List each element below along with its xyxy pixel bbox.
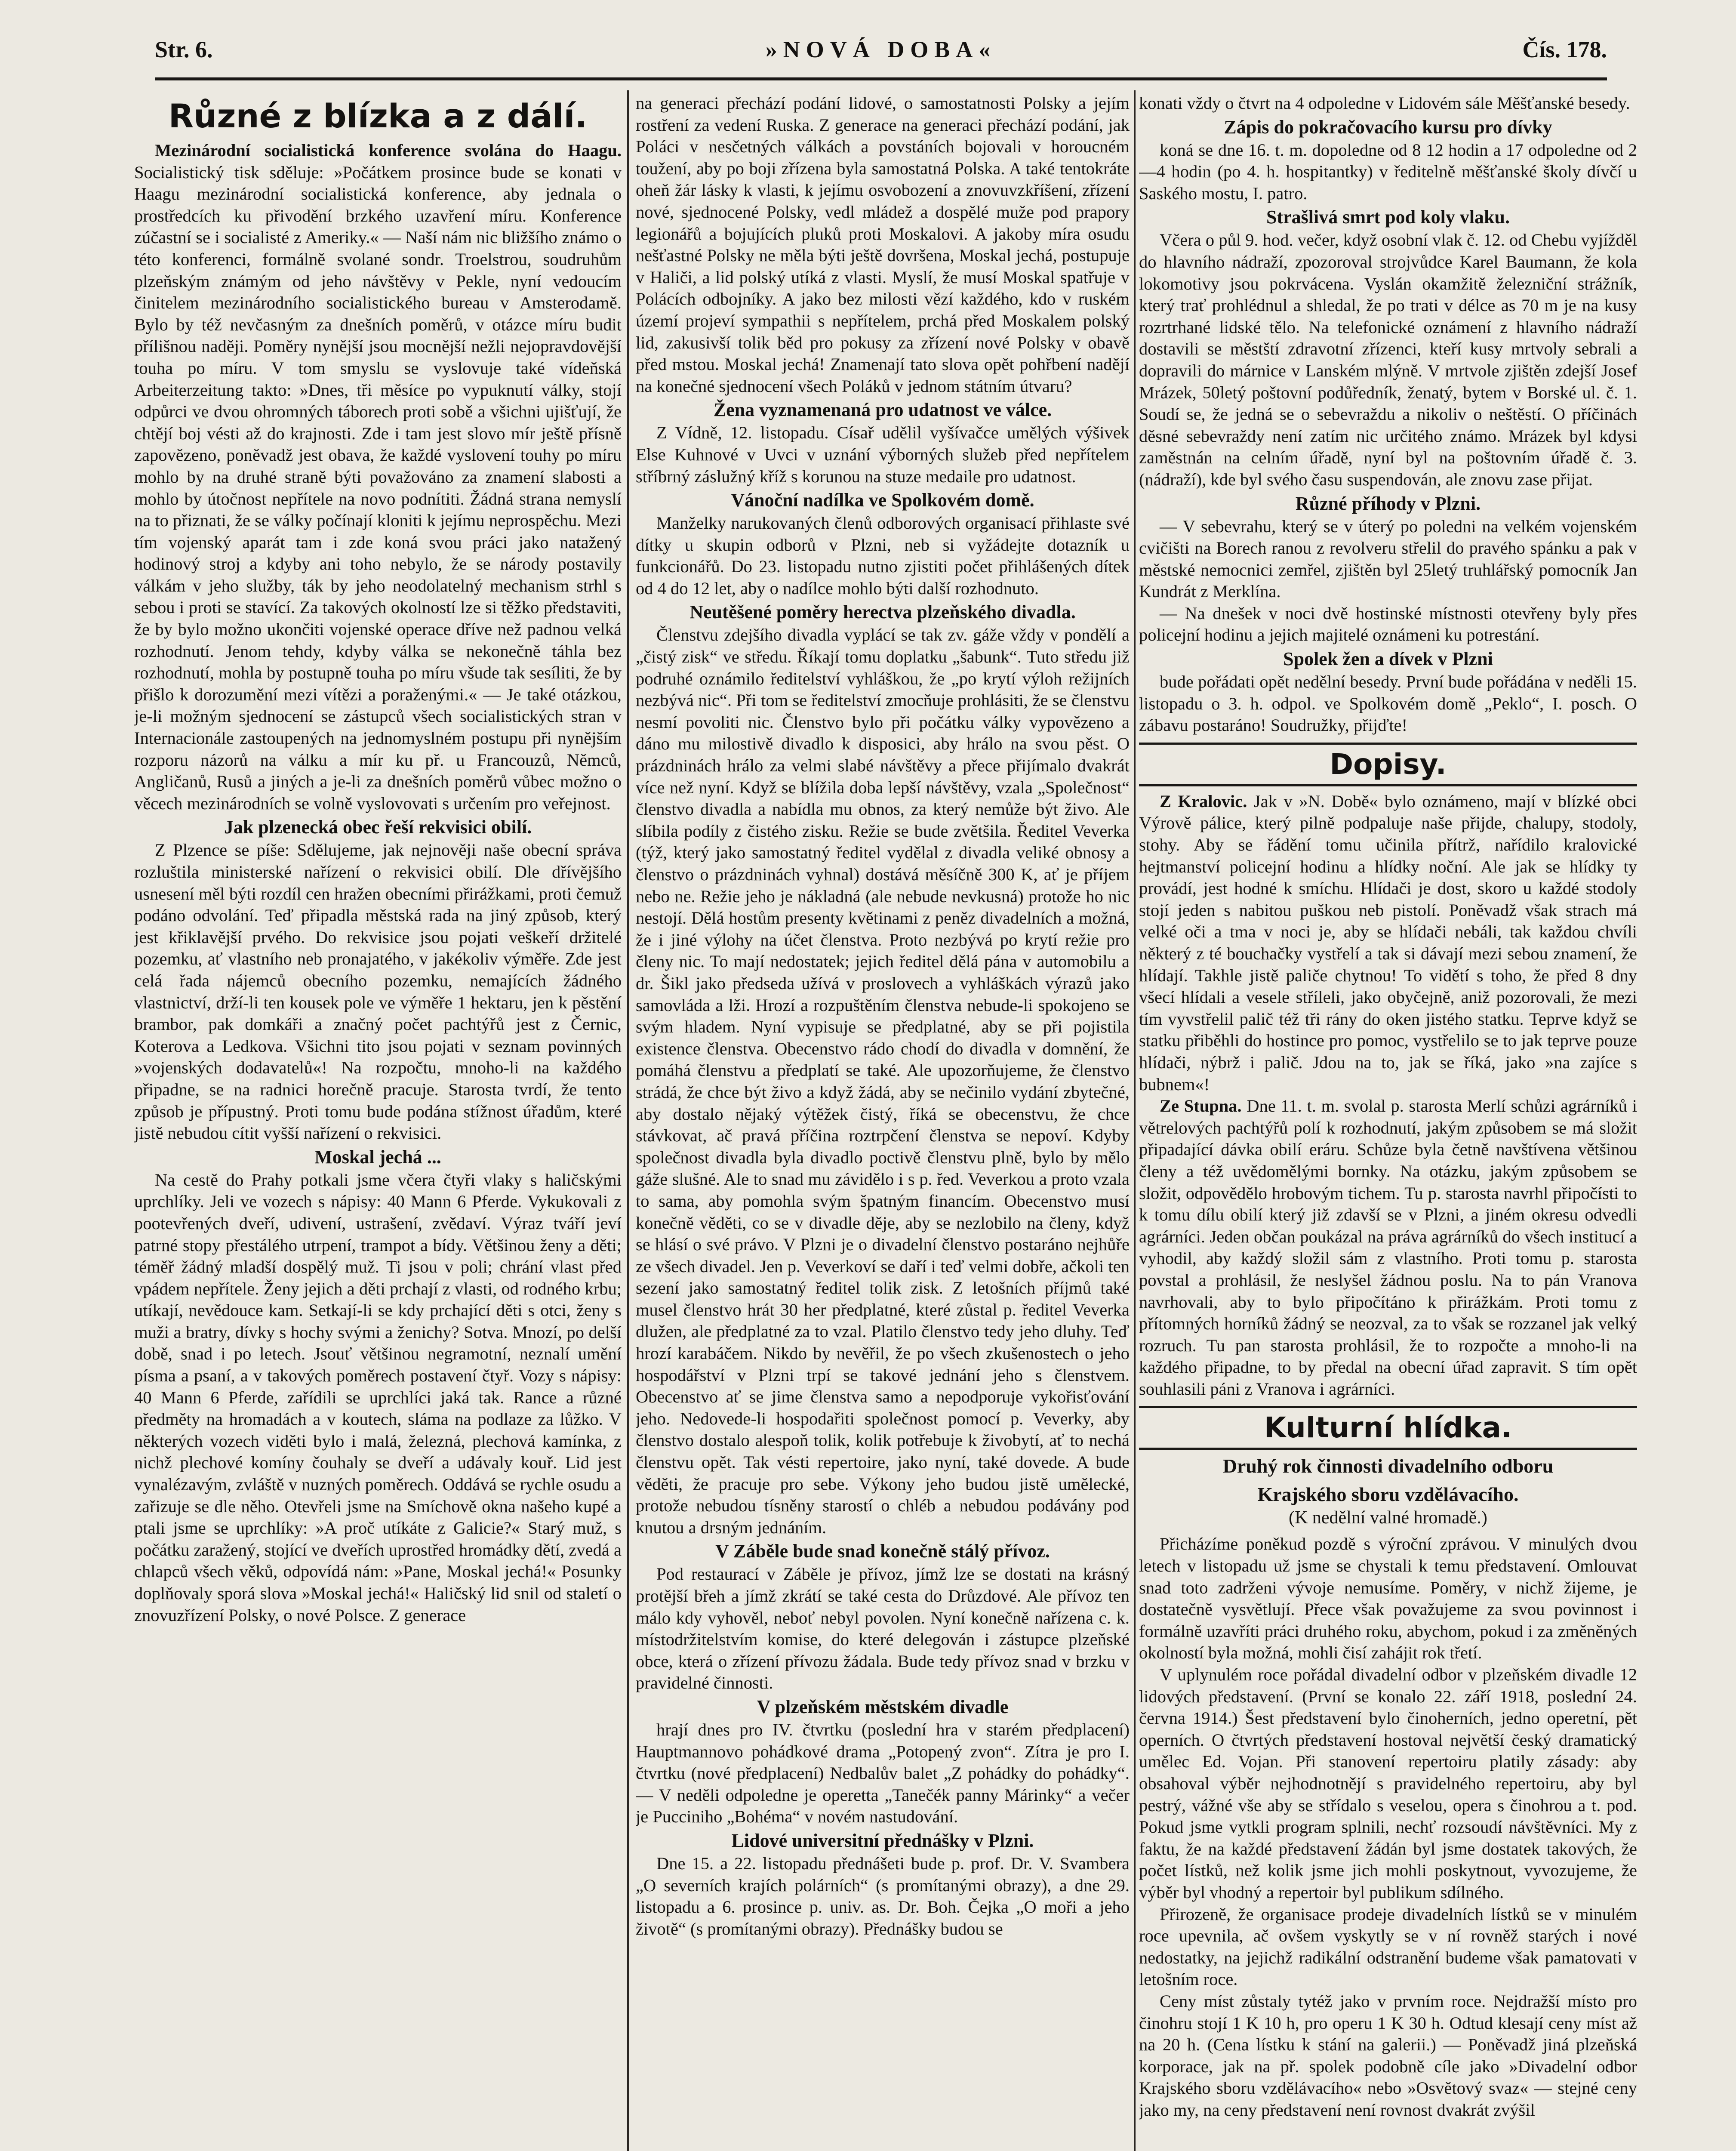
article-text: V uplynulém roce pořádal divadelní odbor v plzeňském divadle 12 lidových představení. (První se konalo 22. září 1918, poslední 24. června 1914.) Šest představení bylo činoherních, jedno operetní, pět operních. O čtvrtých představení hostoval největší český dramatický umělec Ed. Vojan. Při stanovení repertoiru platily zásady: aby obsahoval výběr nejhodnotnějí s pravidelného repertoiru, aby byl pestrý, vážné vše aby se střídalo s veselou, opera s činohrou a t. pod. Pokud jsme vytkli program splnili, nechť rozsoudí návštěvníci. My z faktu, že na každé představení žádán byl jsme dostatek takových, že počet lístků, než kolik jsme jich mohli poskytnout, vyvozujeme, že výběr byl vhodný a repertoir byl publikum sdílného. — [1139, 1665, 1637, 1902]
newspaper-title: »NOVÁ DOBA« — [765, 37, 997, 62]
article-text: Dne 11. t. m. svolal p. starosta Merlí schůzi agrárníků i větrelových pachtýřů polí k rozhodnutí, jakým způsobem se má složit připadající dávka obilí eráru. Schůze byla četně navštívena většinou členy a též uvědomělými bornky. Na otázku, jakým způsobem se složit, odpovědělo hrobovým tichem. Tu p. starosta navrhl připočísti to k tomu dílu obilí který již zdavší se v Plzni, a jiném okresu odvedli agrárníci. Jeden občan poukázal na práva agrárníků do všech institucí a vyhodil, aby každý složil sám z vlastního. Proti tomu p. starosta povstal a prohlásil, že neslyšel žádnou poslu. Na to pán Vranova navrhovali, aby to bylo připočítáno k přirážkám. Proti tomu z přítomných horníků žádný se neozval, za to však se rozzanel jak velký rozruch. Tu pan starosta prohlásil, že to rozpočte a mnoho-li na každého připadne, to by předal na obecní úřad zapravit. S tím opět souhlasili páni z Vranova i agrárníci. — [1139, 1096, 1637, 1399]
article-text: koná se dne 16. t. m. dopoledne od 8 12 hodin a 17 odpoledne od 2—4 hodin (po 4. h. hospitantky) v ředitelně měšťanské školy dívčí u Saského mostu, I. patro. — [1139, 140, 1637, 203]
article-headline: Moskal jechá ... — [314, 1146, 441, 1168]
article-text: Pod restaurací v Záběle je přívoz, jímž lze se dostati na krásný protější břeh a jímž zkrátí se také cesta do Drůzdové. Ale přívoz ten málo kdy vyhověl, neboť nebyl povolen. Nyní konečně nařízena c. k. místodržitelstvím komise, do které delegován i zástupce plzeňské obce, která o zřízení přívozu žádala. Bude tedy přívoz snad v brzku v pravidelné činnosti. — [636, 1564, 1130, 1693]
article-text: Na cestě do Prahy potkali jsme včera čtyři vlaky s haličskými uprchlíky. Jeli ve vozech s nápisy: 40 Mann 6 Pferde. Vykukovali z pootevřených dveří, udivení, ustrašení, zvědaví. Výraz tváří jeví patrné stopy přestálého utrpení, trampot a bídy. Většinou ženy a děti; téměř žádný mladší dospělý muž. Ti jsou v poli; chrání vlast před vpádem nepřítele. Ženy jejich a děti prchají z vlasti, od rodného krbu; utíkají, nevědouce kam. Setkají-li se kdy prchající děti s otci, ženy s muži a bratry, dívky s hochy svými a ženichy? Sotva. Mnozí, po delší době, snad i po letech. Jsouť většinou negramotní, neznalí umění písma a psaní, a v takových poměrech postavení čtyř. Vozy s nápisy: 40 Mann 6 Pferde, zařídili se uprchlíci jaká tak. Rance a různé předměty na hromadách a v koutech, sláma na podlaze za lůžko. V některých vozech viděti bylo i malá, železná, plechová kamínka, z nichž plechové komíny čouhaly se dveří a udávaly kouř. Lid jest vynalézavým, zvláště v nuzných poměrech. Oddává se rychle osudu a zařizuje se dle něho. Otevřeli jsme na Smíchově okna našeho kupé a ptali jsme se uprchlíky: »A proč utíkáte z Galicie?« Starý muž, s počátku zaražený, stojící ve dveřích uprostřed hromádky dětí, zvedá a chlapců všech věků, odpovídá nám: »Pane, Moskal jechá!« Posunky doplňovaly sporá slova »Moskal jechá!« Haličský lid snil od staletí o znovuzřízení Polsky, o nové Polsce. Z generace — [134, 1170, 622, 1625]
article-text: Socialistický tisk sděluje: »Počátkem prosince bude se konati v Haagu mezinárodní socialistická konference, aby jednala o prostředcích ku přivodění brzkého uzavření míru. Konference zúčastní se i socialisté z Ameriky.« — Naší nám nic bližšího známo o této konferenci, formálně svolané sondr. Troelstrou, soudruhům plzeňským známým od jeho návštěvy v Pekle, nyní vedoucím činitelem mezinárodního socialistického bureau v Amsterodamě. Bylo by též nevčasným za dnešních poměrů, v otázce míru budit přílišnou naději. Poměry nynější jsou mocnější nežli nejopravdovější touha po míru. V tom smyslu se vyslovuje také vídeňská Arbeiterzeitung takto: »Dnes, tři měsíce po vypuknutí války, stojí odpůrci ve dvou ohromných táborech proti sobě a všichni ujišťují, že chtějí boj vésti až do krajnosti. Zde i tam jest slovo mír ještě přísně zapovězeno, poněvadž jest obava, že každé vyslovení touhy po míru mohlo by na druhé straně býti považováno za znamení slabosti a mohlo by útočnost nepřítele na novo podnítiti. Žádná strana nemyslí na to přiznati, že se války počínají kloniti k jejímu neprospěchu. Mezi tím vojenský aparát tam i zde koná svou práci jako natažený hodinový stroj a kdyby ani toho nebylo, že se národy postavily válkám v jeho služby, ták by jeho neodolatelný mechanism strhl s sebou i proti se stavící. Za takových okolností lze si těžko představiti, že by bylo možno ukončiti vojenské operace dříve než padnou velká rozhodnutí. Jenom tehdy, kdyby válka se nekonečně táhla bez rozhodnutí, mohla by postupně touha po míru všude tak sesíliti, že by přišlo k dorozumění mezi vítězi a poraženými.« — Je také otázkou, je-li možným sjednocení se zástupců všech socialistických stran v Internacionále zastoupených na jednomyslném postupu při nynějším rozporu názorů na válku a mír ku př. u Francouzů, Němců, Angličanů, Rusů a jiných a je-li za dnešních poměrů vůbec možno o věcech mezinárodních se volně vyslovovati s určením pro veřejnost. — [134, 162, 622, 813]
section-title-dopisy: Dopisy. — [1139, 743, 1637, 786]
issue-number: Čís. 178. — [1522, 37, 1607, 62]
column-rule — [1134, 90, 1136, 2151]
article-text: Včera o půl 9. hod. večer, když osobní vlak č. 12. od Chebu vyjížděl do hlavního nádraží, zpozoroval strojvůdce Karel Baumann, že kola lokomotivy jsou pokrvácena. Vyslán okamžitě železniční strážník, který trať prohlédnul a shledal, že po trati v délce as 70 m je na kusy rozrtrhané lidské tělo. Na telefonické oznámení z hlavního nádraží dostavili se městští zdravotní zřízenci, kteří kusy mrtvoly sebrali a dopravili do márnice v Lanském mlýně. V mrtvole zjištěn zdejší Josef Mrázek, 50letý poštovní podůředník, ženatý, bytem v Borské ul. č. 1. Soudí se, že jedná se o sebevraždu a nikoliv o neštěstí. O příčinách děsné sebevraždy není zatím nic určitého známo. Mrázek byl kdysi zaměstnán na celním úřadě, nyní byl na poštovním úřadě č. 3. (nádraží), kde byl svého času suspendován, ale znovu zase přijat. — [1139, 230, 1637, 489]
section-title: Různé z blízka a z dálí. — [168, 97, 588, 135]
article-text: Z Vídně, 12. listopadu. Císař udělil vyšívačce umělých výšivek Else Kuhnové v Uvci v uznání výborných služeb před nepřítelem stříbrný záslužný kříž s korunou na stuze medaile pro udatnost. — [636, 423, 1130, 486]
article-text: Členstvu zdejšího divadla vyplácí se tak zv. gáže vždy v pondělí a „čistý zisk“ ve středu. Říkají tomu doplatku „šabunk“. Tuto středu již podruhé oznámilo ředitelství vyhláškou, že „po krytí výloh režijních nezbývá nic“. Při tom se ředitelství zmocňuje prohlásiti, že se členstvu nesmí povoliti nic. Členstvo bylo při počátku války vypovězeno a dáno mu milostivě divadlo k disposici, aby hrálo na svou pěst. O prázdninách hrálo za velmi slabé návštěvy a přece přijímalo dvakrát více než nyní. Když se blížila doba lepší návštěvy, vzala „Společnost“ členstvo divadla a nabídla mu obnos, za který nemůže být živo. Ale slíbila podíly z čistého zisku. Režie se bude zvětšila. Ředitel Veverka (týž, který jako samostatný ředitel vydělal z divadla veliké obnosy a členstvo o prázdninách vyhnal) dostává měsíčně 300 K, ať je příjem nebo ne. Režie jeho je nákladná (ale nebude nevkusná) protože ho nic nestojí. Dělá hostům presenty květinami z peněz divadelních a možná, že i jiné výlohy na účet členstva. Proto nezbývá po krytí režie pro členy nic. To mají nedostatek; jejich ředitel dělá pána v automobilu a dr. Šikl jako předseda užívá v proslovech a vyhláškách výrazů jako samovláda a lži. Hrozí a rozpuštěním členstva nebude-li spokojeno se svým hladem. Nyní vypisuje se předplatné, aby se při pojistila existence členstva. Obecenstvo rádo chodí do divadla v domnění, že pomáhá členstvu a předplatí se také. Ale upozorňujeme, že členstvo strádá, že chce být živo a když žádá, aby se nečinilo vydání zbytečné, aby dostalo nějaký výtěžek čistý, říká se obecenstvu, že chce stávkovat, ač pravá příčina roztrpčení členstva se nepoví. Kdyby společnost divadla byla divadlo poctivě členstvu plně, bylo by mělo gáže slušné. Ale to snad mu závidělo i s p. řed. Veverkou a proto vzala to sama, aby pomohla svým špatným financím. Obecenstvo musí konečně věděti, co se v divadle děje, aby se nezlobilo na členy, když se hlásí o své právo. V Plzni je o divadelní členstvo postaráno nejhůře ze všech divadel. Jen p. Veverkoví se daří i teď velmi dobře, ačkoli ten sezení jako samostatný ředitel tolik zisk. Z letošních příjmů také musel členstvo hrát 30 her předplatné, které zůstal p. ředitel Veverka dlužen, ale předplatné za to vzal. Platilo členstvo tedy jeho dluhy. Teď hrozí karabáčem. Nikdo by nevěřil, že po všech zkušenostech o jeho hospodářství v Plzni trpí se takové jednání jeho s členstvem. Obecenstvo ať se jime členstva samo a nepodporuje vykořisťování jeho. Nedovede-li hospodařiti společnost pomocí p. Veverky, aby členstvo dostalo alespoň tolik, kolik potřebuje k živobytí, ať to nechá členstvu opět. Tak vésti repertoire, jako nyní, také dovede. A bude věděti, že pracuje pro sebe. Výkony jeho budou jistě umělecké, protože nebudou tísněny starostí o chléb a nebudou podávány pod knutou a drsným jednáním. — [636, 625, 1130, 1537]
article-headline: Z Kralovic. — [1160, 791, 1247, 811]
article-text: — Na dnešek v noci dvě hostinské místnosti otevřeny byly přes policejní hodinu a jejich majitelé oznámeni ku potrestání. — [1139, 603, 1637, 645]
article-text: Přirozeně, že organisace prodeje divadelních lístků se v minulém roce upevnila, ač ovšem vyskytly se v ní rovněž starých i nové nedostatky, na jejichž radikální odstranění budeme však pamatovati v letošním roce. — [1139, 1904, 1637, 1989]
article-subtitle: (K nedělní valné hromadě.) — [1289, 1508, 1487, 1528]
article-headline: V plzeňském městském divadle — [757, 1696, 1009, 1717]
column-2 — [636, 92, 1130, 2151]
article-headline: Neutěšené poměry herectva plzeňského divadla. — [689, 601, 1076, 623]
article-text: Dne 15. a 22. listopadu přednášeti bude p. prof. Dr. V. Svambera „O severních krajích polárních“ (s promítanými obrazy), a dne 29. listopadu a 6. prosince p. univ. as. Dr. Boh. Čejka „O moři a jeho životě“ (s promítanými obrazy). Přednášky budou se — [636, 1853, 1130, 1938]
column-rule — [627, 90, 629, 2151]
article-headline: Vánoční nadílka ve Spolkovém domě. — [731, 490, 1034, 511]
article-headline: Ze Stupna. — [1160, 1096, 1242, 1116]
article-text: Z Plzence se píše: Sdělujeme, jak nejnověji naše obecní správa rozluštila ministerské nařízení o rekvisici obilí. Dle dřívějšího usnesení měl býti rozdíl cen hražen obecními přirážkami, proti čemuž podáno odvolání. Teď připadla městská rada na jiný způsob, který jest křiklavější prvého. Do rekvisice jsou pojati veškeří držitelé pozemku, ať vlastního neb pronajatého, v jakékoliv výměře. Zde jest celá řada nájemců obecního pozemku, nemajících žádného vlastnictví, drží-li ten kousek pole ve výměře 1 hektaru, jen k pěstění brambor, pak domkáři a značný počet pachtýřů jest z Černic, Koterova a Ledkova. Všichni tito jsou pojati v seznam povinných »vojenských dodavatelů«! Na rozpočtu, mnoho-li na každého připadne, se na radnici horečně pracuje. Starosta tvrdí, že tento způsob je přípustný. Proti tomu bude podána stížnost úřadům, které jistě nebudou cítit vyšší nařízení o rekvisici. — [134, 840, 622, 1143]
article-paragraph — [1139, 1095, 1637, 1400]
article-text: Manželky narukovaných členů odborových organisací přihlaste své dítky u skupin odborů v Plzni, neb si vyžádejte dotazník u funkcionářů. Do 23. listopadu nutno zjistiti počet přihlášených dítek od 4 do 12 let, aby o nadílce mohlo býti další rozhodnuto. — [636, 513, 1130, 598]
article-paragraph — [1139, 791, 1637, 1095]
article-headline: Mezinárodní socialistická konference svolána do Haagu. — [155, 141, 622, 160]
article-headline: Strašlivá smrt pod koly vlaku. — [1266, 206, 1510, 228]
article-text: konati vždy o čtvrt na 4 odpoledne v Lidovém sále Měšťanské besedy. — [1139, 93, 1630, 113]
article-headline: Různé příhody v Plzni. — [1295, 493, 1481, 514]
column-3 — [1139, 92, 1637, 2151]
article-headline: Žena vyznamenaná pro udatnost ve válce. — [713, 399, 1052, 421]
article-paragraph — [134, 140, 622, 814]
article-headline: V Záběle bude snad konečně stálý přívoz. — [715, 1541, 1050, 1562]
article-text: hrají dnes pro IV. čtvrtku (poslední hra v starém předplacení) Hauptmannovo pohádkové drama „Potopený zvon“. Zítra je pro I. čtvrtku (nové předplacení) Nedbalův balet „Z pohádky do pohádky“. — V neděli odpoledne je operetta „Tanečék panny Márinky“ a večer je Pucciniho „Bohéma“ v novém nastudování. — [636, 1720, 1130, 1827]
article-headline: Lidové universitní přednášky v Plzni. — [731, 1830, 1034, 1851]
article-text: — V sebevrahu, který se v úterý po poledni na velkém vojenském cvičišti na Borech ranou z revolveru střelil do pravého spánku a pak v městské nemocnici zemřel, zjištěn byl 25letý truhlářský pomocník Jan Kundrát z Merklína. — [1139, 516, 1637, 601]
article-text: Jak v »N. Době« bylo oznámeno, mají v blízké obci Výrově pálice, který pilně podpaluje naše přijde, chalupy, stodoly, stohy. Aby se řádění tomu učinila přítrž, nařídilo kralovické hejtmanství policejní hodinu a hlídky noční. Ale jak se hlídky ty provádí, jest hodné k smíchu. Hlídači je dost, skoro u každé stodoly stojí jeden s nabitou puškou neb pistolí. Poněvadž však strach má velké oči a tma v noci je, aby se hlídači nebáli, tak každou chvíli některý z té bouchačky vystřelí a tak si dávají mezi sebou znamení, že hlídají. Takhle jistě paliče chytnou! To vidětí s toho, že před 8 dny všecí hlídali a vesele stříleli, jako obyčejně, aniž pozorovali, že mezi tím vyvstřelil palič též tři rány do oken jistého statku. Teprve když se statku přiběhli do hostince pro pomoc, vystřelilo se to jak teprve pouze hlídači, nýbrž i palič. Jdou na to, jak se říká, jako »na zajíce s bubnem«! — [1139, 791, 1637, 1094]
article-title: Druhý rok činnosti divadelního odboru — [1222, 1455, 1554, 1477]
article-headline: Spolek žen a dívek v Plzni — [1283, 648, 1493, 670]
article-headline: Zápis do pokračovacího kursu pro dívky — [1224, 116, 1552, 138]
article-title: Krajského sboru vzdělávacího. — [1257, 1483, 1519, 1506]
article-text: Ceny míst zůstaly tytéž jako v prvním roce. Nejdražší místo pro činohru stojí 1 K 10 h, pro operu 1 K 30 h. Odtud klesají ceny míst až na 20 h. (Cena lístku k stání na galerii.) — Poněvadž jiná plzeňská korporace, jak na př. spolek podobně cíle jako »Divadelní odbor Krajského sboru vzdělávacího« nebo »Osvětový svaz« — stejné ceny jako my, na ceny představení není rovnost dvakrát zvýšil — [1139, 1991, 1637, 2120]
column-1 — [134, 92, 622, 2151]
page-label: Str. 6. — [155, 37, 213, 62]
masthead — [155, 30, 1607, 80]
article-headline: Jak plzenecká obec řeší rekvisici obilí. — [224, 817, 532, 838]
article-text: na generaci přechází podání lidové, o samostatnosti Polsky a jejím rostření za vedení Ruska. Z generace na generaci přechází podání, jak Poláci v nesčetných válkách a povstáních bojovali v horoucném toužení, aby po boji zřízena byla samostatná Polska. A také tentokráte oheň žár lásky k vlasti, k jejímu osvobození a znovuvzkříšení, zřízení nové, sjednocené Polsky, vedl mládež a dospělé muže pod prapory legionářů a bojujících pluků proti Moskalovi. A jakoby míra osudu nešťastné Polsky ne měla býti ještě dovršena, Moskal jechá, postupuje v Haliči, a lid polský utíká z vlasti. Myslí, že musí Moskal spatřuje v Polácích odbojníky. A jako bez milosti vězí každého, kdo v ruském území projeví sympathii s nepřítelem, prchá před Moskalem polský lid, zakusivší tolik běd pro pokusy za zřízení nové Polsky v obavě před mstou. Moskal jechá! Znamenají tato slova opět pohřbení nadějí na konečné sjednocení všech Poláků v jednom státním útvaru? — [636, 93, 1130, 396]
section-title-kulturni-hlidka: Kulturní hlídka. — [1139, 1406, 1637, 1450]
article-text: bude pořádati opět nedělní besedy. První bude pořádána v neděli 15. listopadu o 3. h. odpol. ve Spolkovém domě „Peklo“, I. posch. O zábavu postaráno! Soudružky, přijďte! — [1139, 672, 1637, 735]
article-text: Přicházíme poněkud pozdě s výroční zprávou. V minulých dvou letech v listopadu už jsme se chystali k temu představení. Omlouvat snad toto zadrženi vývoje nemusíme. Poměry, v nichž žijeme, je dostatečně vysvětlují. Přece však považujeme za svou povinnost i formálně uzavříti práci druhého roku, abychom, pokud i za změněných okolností byla možná, mohli čisí zahájit rok třetí. — [1139, 1534, 1637, 1663]
